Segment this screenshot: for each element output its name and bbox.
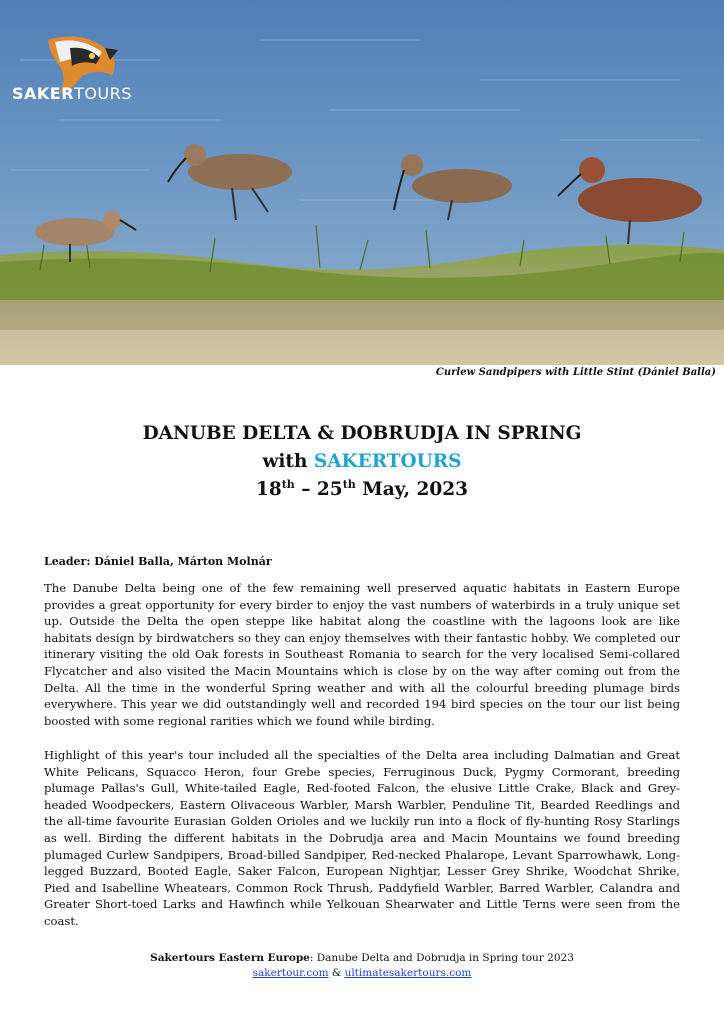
sakertour-link[interactable]: sakertour.com [252, 967, 329, 979]
logo-text: SAKERTOURS [12, 84, 132, 103]
tour-title-block [0, 420, 724, 504]
tour-dates: 18th – 25th May, 2023 [255, 477, 469, 500]
highlights-paragraph: Highlight of this year's tour included all the specialties of the Delta area including Dalmatian and Great White Pelicans, Squacco Heron, four Grebe species, Ferruginous Duck, Pygmy Cormorant, breeding plumage Pallas's Gull, White-tailed Eagle, Red-footed Falcon, the elusive Little Crake, Black and Grey-headed Woodpeckers, Eastern Olivaceous Warbler, Marsh Warbler, Penduline Tit, Bearded Reedlings and the all-time favourite Eurasian Golden Orioles and we luckily run into a flock of fly-hunting Rosy Starlings as well. Birding the different habitats in the Dobrudja area and Macin Mountains we found breeding plumaged Curlew Sandpipers, Broad-billed Sandpiper, Red-necked Phalarope, Levant Sparrowhawk, Long-legged Buzzard, Booted Eagle, Saker Falcon, European Nightjar, Lesser Grey Shrike, Woodchat Shrike, Pied and Isabelline Wheatears, Common Rock Thrush, Paddyfield Warbler, Barred Warbler, Calandra and Greater Short-toed Larks and Hawfinch while Yelkouan Shearwater and Little Terns were seen from the coast. [44, 748, 680, 928]
brand-name: SAKERTOURS [313, 451, 462, 472]
footer [0, 951, 724, 981]
intro-paragraph: The Danube Delta being one of the few remaining well preserved aquatic habitats in Eastern Europe provides a great opportunity for every birder to enjoy the vast numbers of waterbirds in a truly unique set up. Outside the Delta the open steppe like habitat along the coastline with the lagoons look are like habitats design by birdwatchers so they can enjoy themselves with their fantastic hobby. We completed our itinerary visiting the old Oak forests in Southeast Romania to search for the very localised Semi-collared Flycatcher and also visited the Macin Mountains which is close by on the way after coming out from the Delta. All the time in the wonderful Spring weather and with all the colourful breeding plumage birds everywhere. This year we did outstandingly well and recorded 194 bird species on the tour our list being boosted with some regional rarities which we found while birding. [44, 581, 680, 728]
footer-line: Sakertours Eastern Europe: Danube Delta and Dobrudja in Spring tour 2023 [150, 952, 574, 964]
tour-subtitle: with SAKERTOURS [262, 451, 462, 472]
tour-leaders: Leader: Dániel Balla, Márton Molnár [44, 555, 272, 568]
ultimatesakertours-link[interactable]: ultimatesakertours.com [344, 967, 472, 979]
footer-links: sakertour.com & ultimatesakertours.com [252, 967, 472, 979]
photo-caption: Curlew Sandpipers with Little Stint (Dániel Balla) [435, 367, 716, 378]
hero-photo [0, 0, 724, 365]
tour-title: DANUBE DELTA & DOBRUDJA IN SPRING [142, 423, 582, 444]
